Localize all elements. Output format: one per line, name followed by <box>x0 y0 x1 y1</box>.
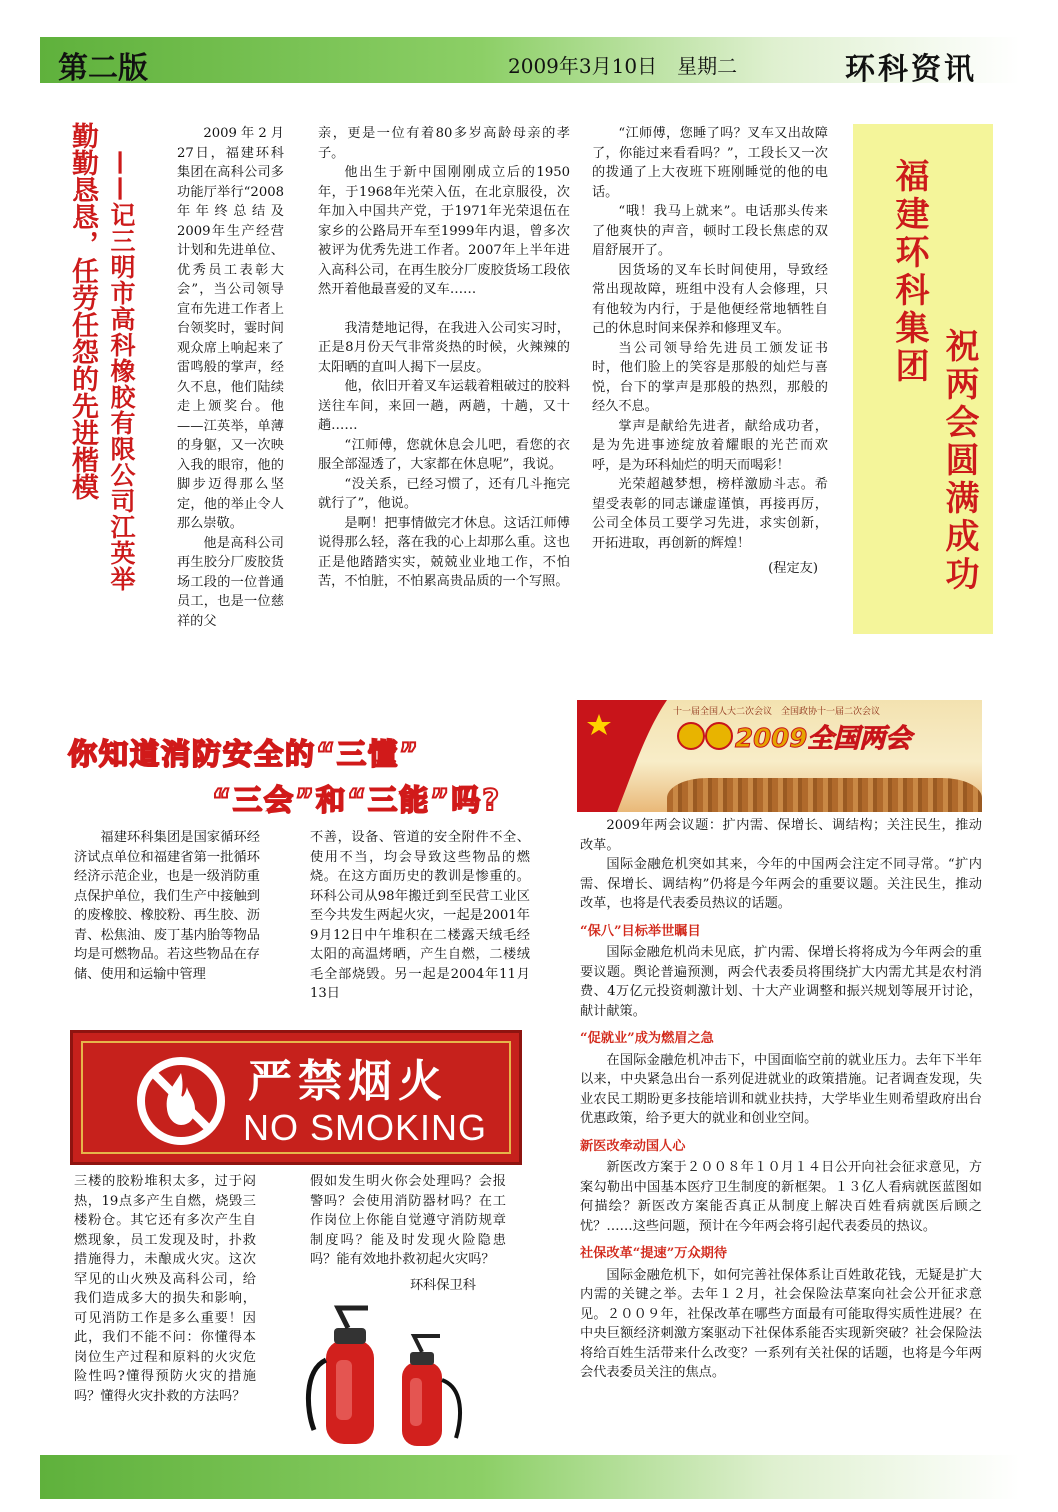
paragraph: “江师傅，您就休息会儿吧，看您的衣服全部湿透了，大家都在休息呢”，我说。 <box>318 437 570 472</box>
masthead: 环科资讯 <box>845 52 977 87</box>
paragraph: 三楼的胶粉堆积太多，过于闷热，19点多产生自燃，烧毁三楼粉仓。其它还有多次产生自燃现象，员工发现及时，扑救措施得力，未酿成火灾。这次罕见的山火殃及高科公司，给我们造成多大的损失和影响，可见消防工作是多么重要！因此，我们不能不问：你懂得本岗位生产过程和原料的火灾危险性吗?懂得预防火灾的措施吗？懂得火灾扑救的方法吗？ <box>74 1174 256 1404</box>
sign-chinese: 严禁烟火 <box>248 1056 448 1107</box>
paragraph: 假如发生明火你会处理吗？会报警吗？会使用消防器材吗？在工作岗位上你能自觉遵守消防规章制度吗？能及时发现火险隐患吗？能有效地扑救初起火灾吗？ <box>310 1174 506 1267</box>
fire-extinguisher-icon <box>308 1308 374 1444</box>
paragraph: “江师傅，您睡了吗？叉车又出故障了，你能过来看看吗？”，工段长又一次的拨通了上大夜班下班刚睡觉的他的电话。 <box>592 126 828 200</box>
fire-article-col4 <box>310 1172 506 1295</box>
paragraph: 国际金融危机下，如何完善社保体系让百姓敢花钱，无疑是扩大内需的关键之举。去年１２月，社会保险法草案向社会公开征求意见。２００９年，社保改革在哪些方面最有可能取得实质性进展？在中央巨额经济刺激方案驱动下社保体系能否实现新突破？社会保险法将给百姓生活带来什么改变？一系列有关社保的话题，也将是今年两会代表委员关注的焦点。 <box>580 1267 982 1380</box>
paragraph: 2009年两会议题：扩内需、保增长、调结构；关注民生，推动改革。 <box>580 818 982 853</box>
paragraph: 他出生于新中国刚刚成立后的1950年，于1968年光荣入伍，在北京服役，次年加入中国共产党，于1971年光荣退伍在家乡的公路局开车至1999年内退，曾多次被评为优秀先进工作者。2007年上半年进入高科公司，在再生胶分厂废胶货场工段依然开着他最喜爱的叉车…… <box>318 165 570 297</box>
emblem-icon <box>677 722 705 750</box>
main-article-col2 <box>318 124 570 592</box>
lianghui-banner <box>577 700 982 812</box>
lianghui-banner-title: 2009全国两会 <box>735 724 912 754</box>
paragraph: 亲，更是一位有着80多岁高龄母亲的孝子。 <box>318 126 570 161</box>
fire-article-col2 <box>310 828 530 1004</box>
side-banner <box>853 124 993 634</box>
emblem-icon <box>705 722 733 750</box>
paragraph: 在国际金融危机冲击下，中国面临空前的就业压力。去年下半年以来，中央紧急出台一系列促进就业的政策措施。记者调查发现，失业农民工期盼更多技能培训和就业扶持，大学毕业生则希望政府出台优惠政策，给予更大的就业和创业空间。 <box>580 1052 982 1126</box>
section-heading: “保八”目标举世瞩目 <box>580 923 701 939</box>
footer-bar <box>40 1455 1020 1499</box>
paragraph: 掌声是献给先进者，献给成功者，是为先进事迹绽放着耀眼的光芒而欢呼，是为环科灿烂的明天而喝彩！ <box>592 418 828 473</box>
paragraph: 他，依旧开着叉车运载着粗破过的胶料送往车间，来回一趟，两趟，十趟，又十趟…… <box>318 379 570 433</box>
issue-date: 2009年3月10日 星期二 <box>508 54 738 78</box>
paragraph: 新医改方案于２００８年１０月１４日公开向社会征求意见，方案勾勒出中国基本医疗卫生制度的新框架。１３亿人看病就医蓝图如何描绘？新医改方案能否真正从制度上解决百姓看病就医后顾之忧？……这些问题，预计在今年两会将引起代表委员的热议。 <box>580 1160 982 1234</box>
paragraph: 当公司领导给先进员工颁发证书时，他们脸上的笑容是那般的灿烂与喜悦，台下的掌声是那般的热烈，那般的经久不息。 <box>592 340 828 414</box>
no-smoking-sign <box>70 1030 522 1165</box>
paragraph: 光荣超越梦想，榜样激励斗志。希望受表彰的同志谦虚谨慎，再接再厉，公司全体员工要学习先进，求实创新，开拓进取，再创新的辉煌！ <box>592 477 828 551</box>
author: 环科保卫科 <box>410 1277 476 1293</box>
section-heading: “促就业”成为燃眉之急 <box>580 1031 714 1046</box>
paragraph: 因货场的叉车长时间使用，导致经常出现故障，班组中没有人会修理，只有他较为内行，于是他便经常地牺牲自己的休息时间来保养和修理叉车。 <box>592 262 828 336</box>
crowd-silhouette <box>667 778 982 812</box>
section-heading: 新医改牵动国人心 <box>580 1138 686 1154</box>
paragraph: 是啊！把事情做完才休息。这话江师傅说得那么轻，落在我的心上却那么重。这也正是他踏踏实实，兢兢业业地工作，不怕苦，不怕脏，不怕累高贵品质的一个写照。 <box>318 515 570 589</box>
fire-extinguisher-image <box>298 1300 478 1450</box>
fire-article-title1: 你知道消防安全的“三懂” <box>68 737 421 771</box>
fire-article-title2: “三会”和“三能”吗? <box>212 783 502 817</box>
main-article-col3 <box>592 124 828 579</box>
section-heading: 社保改革“提速”万众期待 <box>580 1246 728 1261</box>
paragraph: 不善，设备、管道的安全附件不全、使用不当，均会导致这些物品的燃烧。在这方面历史的教训是惨重的。环科公司从98年搬迁到至民营工业区至今共发生两起火灾，一起是2001年9月12日中午堆积在二楼露天绒毛经太阳的高温烤晒，产生自燃，二楼绒毛全部烧毁。另一起是2004年11月13日 <box>310 830 530 1001</box>
side-banner-line2: 祝两会圆满成功 <box>939 328 979 594</box>
paragraph <box>318 300 570 319</box>
main-article-title: 勤勤恳恳，任劳任怨的先进楷模 <box>67 122 98 500</box>
paragraph: “没关系，已经习惯了，还有几斗拖完就行了”，他说。 <box>318 476 570 511</box>
main-article-subtitle: ——记三明市高科橡胶有限公司江英举 <box>107 150 136 592</box>
flag-icon <box>577 700 667 812</box>
paragraph: 国际金融危机突如其来，今年的中国两会注定不同寻常。“扩内需、保增长、调结构”仍将是今年两会的重要议题。关注民生，推动改革，也将是代表委员热议的话题。 <box>580 857 982 911</box>
author: (程定友) <box>768 561 818 576</box>
no-fire-icon <box>133 1053 229 1149</box>
paragraph: 国际金融危机尚未见底，扩内需、保增长将将成为今年两会的重要议题。舆论普遍预测，两会代表委员将围绕扩大内需尤其是农村消费、4万亿元投资刺激计划、十大产业调整和振兴规划等展开讨论，献计献策。 <box>580 945 982 1019</box>
lianghui-article <box>580 816 982 1383</box>
fire-extinguisher-icon <box>402 1336 460 1446</box>
sign-english: NO SMOKING <box>243 1107 488 1148</box>
paragraph: “哦！我马上就来”。电话那头传来了他爽快的声音，顿时工段长焦虑的双眉舒展开了。 <box>592 204 828 258</box>
fire-article-col3 <box>74 1172 256 1406</box>
paragraph: 福建环科集团是国家循环经济试点单位和福建省第一批循环经济示范企业，也是一级消防重点保护单位，我们生产中接触到的废橡胶、橡胶粉、再生胶、沥青、松焦油、废丁基内胎等物品均是可燃物品。若这些物品在存储、使用和运输中管理 <box>74 830 260 982</box>
paragraph: 我清楚地记得，在我进入公司实习时，正是8月份天气非常炎热的时候，火辣辣的太阳晒的直叫人揭下一层皮。 <box>318 320 570 375</box>
fire-article-col1 <box>74 828 260 984</box>
main-article-col1 <box>177 124 284 631</box>
paragraph: 2009年2月27日，福建环科集团在高科公司多功能厅举行“2008年年终总结及2009年生产经营计划和先进单位、优秀员工表彰大会”，当公司领导宣布先进工作者上台领奖时，霎时间观众席上响起来了雷鸣般的掌声，经久不息，他们陆续走上颁奖台。他——江英举，单薄的身躯，又一次映入我的眼帘，他的脚步迈得那么坚定，他的举止令人那么崇敬。 <box>177 126 284 531</box>
paragraph: 他是高科公司再生胶分厂废胶货场工段的一位普通员工，也是一位慈祥的父 <box>177 535 284 629</box>
lianghui-banner-top: 十一届全国人大二次会议 全国政协十一届二次会议 <box>673 707 881 717</box>
side-banner-line1: 福建环科集团 <box>889 158 929 386</box>
edition-label: 第二版 <box>58 51 148 86</box>
